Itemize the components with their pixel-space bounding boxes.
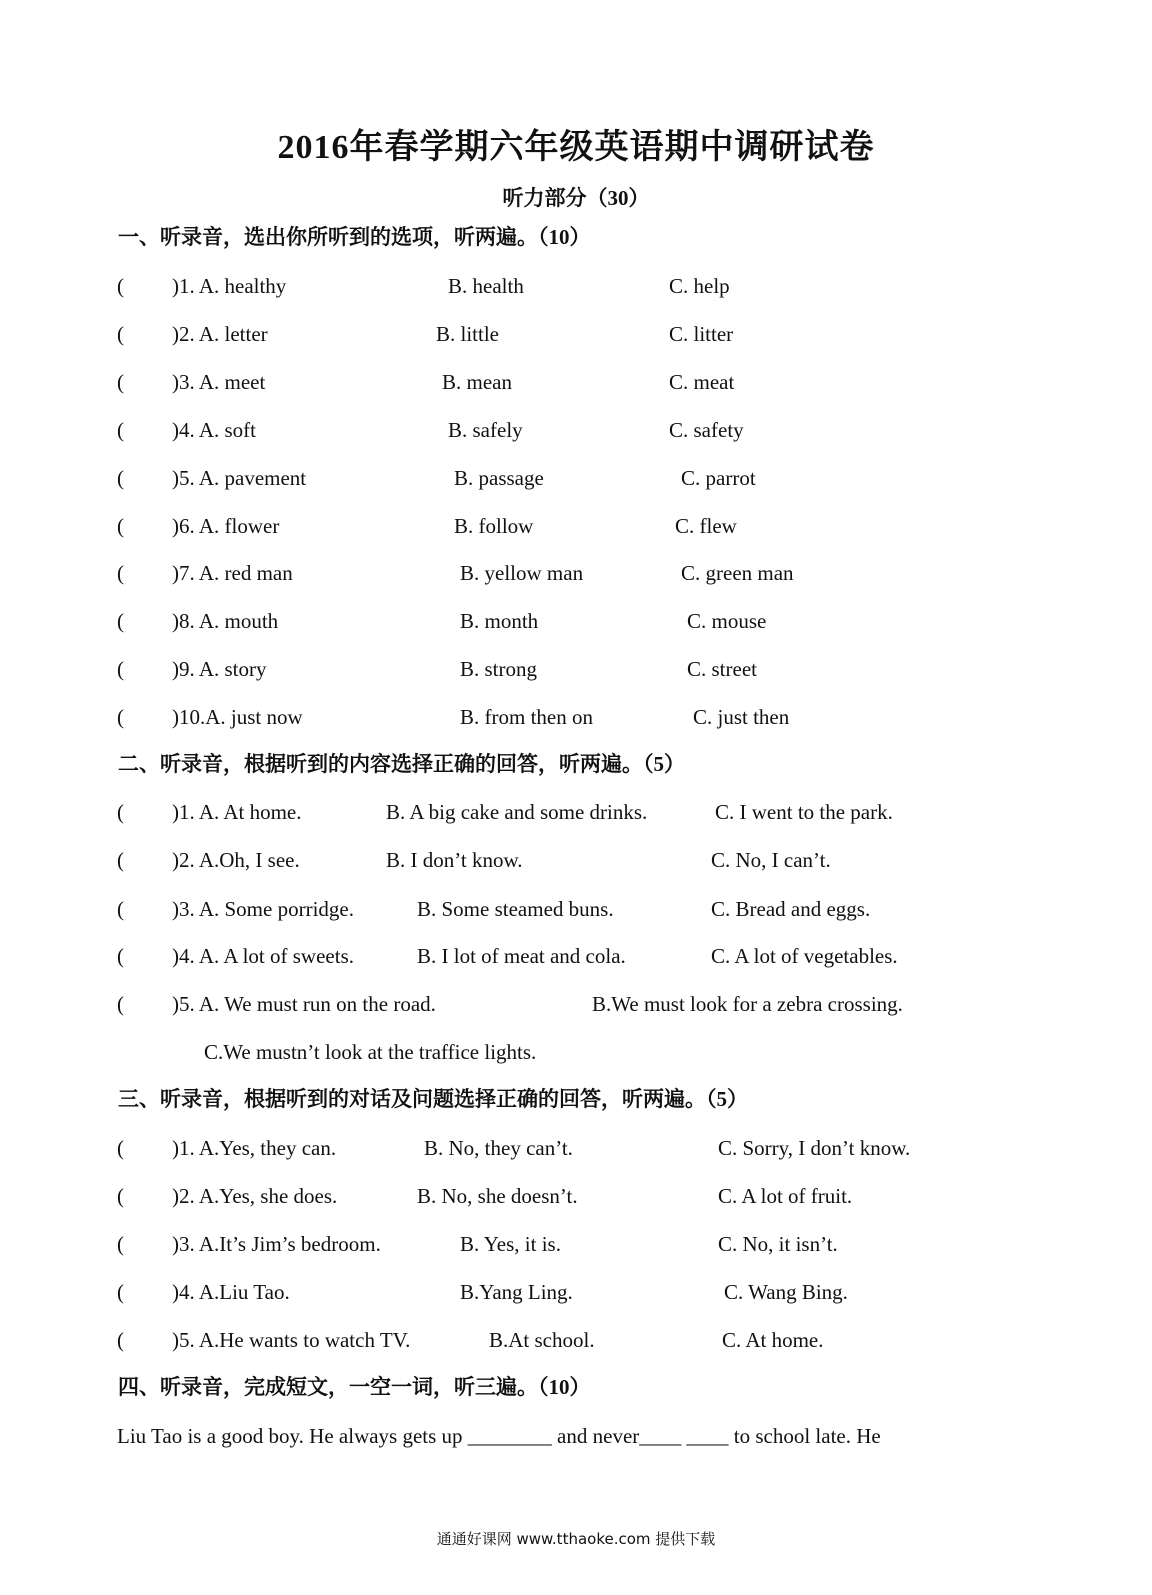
answer-bracket: ( [117, 848, 124, 872]
section-1-heading: 一、听录音，选出你所听到的选项，听两遍。（10） [118, 225, 591, 249]
option-b: B. little [436, 322, 499, 346]
question-row [0, 606, 1152, 636]
question-row [0, 367, 1152, 397]
option-a: )3. A.It’s Jim’s bedroom. [172, 1232, 381, 1256]
question-row [0, 511, 1152, 541]
answer-bracket: ( [117, 992, 124, 1016]
question-row [0, 558, 1152, 588]
option-c: C. Sorry, I don’t know. [718, 1136, 911, 1160]
option-c: C. just then [693, 705, 790, 729]
option-b: B. from then on [460, 705, 593, 729]
option-a: )1. A. healthy [172, 274, 287, 298]
option-b: B. Yes, it is. [460, 1232, 561, 1256]
option-b: B. passage [454, 466, 544, 490]
option-c: C. I went to the park. [715, 800, 893, 824]
question-row [0, 702, 1152, 732]
question-row [0, 1181, 1152, 1211]
answer-bracket: ( [117, 1184, 124, 1208]
question-row [0, 654, 1152, 684]
option-b: B. safely [448, 418, 523, 442]
option-a: )8. A. mouth [172, 609, 279, 633]
question-row [0, 1229, 1152, 1259]
option-a: )7. A. red man [172, 561, 293, 585]
option-a: )5. A.He wants to watch TV. [172, 1328, 411, 1352]
question-row [0, 463, 1152, 493]
option-b: B. follow [454, 514, 534, 538]
section-3-heading: 三、听录音，根据听到的对话及问题选择正确的回答，听两遍。（5） [118, 1087, 748, 1111]
question-row [0, 1133, 1152, 1163]
question-row [0, 1325, 1152, 1355]
option-a: )1. A.Yes, they can. [172, 1136, 337, 1160]
option-a: )4. A.Liu Tao. [172, 1280, 290, 1304]
option-c: C. help [669, 274, 730, 298]
option-c: C. safety [669, 418, 744, 442]
option-b: B.We must look for a zebra crossing. [592, 992, 903, 1016]
option-b: B. Some steamed buns. [417, 897, 614, 921]
option-a: )4. A. A lot of sweets. [172, 944, 354, 968]
option-a: )2. A. letter [172, 322, 268, 346]
question-row [0, 415, 1152, 445]
answer-bracket: ( [117, 1280, 124, 1304]
option-c: C. street [687, 657, 757, 681]
answer-bracket: ( [117, 657, 124, 681]
option-c: C. flew [675, 514, 737, 538]
answer-bracket: ( [117, 944, 124, 968]
option-b: B. No, she doesn’t. [417, 1184, 578, 1208]
option-a: )1. A. At home. [172, 800, 302, 824]
option-b: B. mean [442, 370, 512, 394]
option-b: B. No, they can’t. [424, 1136, 573, 1160]
answer-bracket: ( [117, 322, 124, 346]
answer-bracket: ( [117, 370, 124, 394]
option-b: B. yellow man [460, 561, 584, 585]
answer-bracket: ( [117, 274, 124, 298]
option-c: C. A lot of vegetables. [711, 944, 898, 968]
option-c: C. mouse [687, 609, 767, 633]
option-c: C. Bread and eggs. [711, 897, 871, 921]
question-row [0, 1277, 1152, 1307]
page-subtitle: 听力部分（30） [502, 186, 650, 210]
option-c: C. At home. [722, 1328, 824, 1352]
answer-bracket: ( [117, 1328, 124, 1352]
option-b: B.Yang Ling. [460, 1280, 573, 1304]
question-row [0, 797, 1152, 827]
footer-source: 通通好课网 www.tthaoke.com 提供下载 [436, 1530, 716, 1548]
option-b: B. health [448, 274, 524, 298]
answer-bracket: ( [117, 561, 124, 585]
question-row [0, 941, 1152, 971]
option-a: )5. A. pavement [172, 466, 307, 490]
option-a: )5. A. We must run on the road. [172, 992, 436, 1016]
passage-text: Liu Tao is a good boy. He always gets up ________ and never____ ____ to school late. He [117, 1424, 881, 1448]
answer-bracket: ( [117, 466, 124, 490]
answer-bracket: ( [117, 897, 124, 921]
section-4-heading: 四、听录音，完成短文，一空一词，听三遍。（10） [118, 1375, 591, 1399]
answer-bracket: ( [117, 800, 124, 824]
question-row [0, 271, 1152, 301]
answer-bracket: ( [117, 705, 124, 729]
option-b: B.At school. [489, 1328, 595, 1352]
option-a: )3. A. meet [172, 370, 266, 394]
option-c: C. parrot [681, 466, 756, 490]
option-b: B. I lot of meat and cola. [417, 944, 626, 968]
answer-bracket: ( [117, 418, 124, 442]
answer-bracket: ( [117, 1136, 124, 1160]
question-row [0, 989, 1152, 1019]
question-row [0, 319, 1152, 349]
option-c: C. Wang Bing. [724, 1280, 848, 1304]
answer-bracket: ( [117, 514, 124, 538]
option-c: C. No, I can’t. [711, 848, 831, 872]
option-c: C. green man [681, 561, 794, 585]
option-c: C. No, it isn’t. [718, 1232, 838, 1256]
option-a: )3. A. Some porridge. [172, 897, 354, 921]
option-c: C.We mustn’t look at the traffice lights. [204, 1040, 537, 1064]
option-a: )2. A.Oh, I see. [172, 848, 300, 872]
option-a: )10.A. just now [172, 705, 303, 729]
answer-bracket: ( [117, 1232, 124, 1256]
option-b: B. strong [460, 657, 538, 681]
section-2-heading: 二、听录音，根据听到的内容选择正确的回答，听两遍。（5） [118, 752, 685, 776]
option-b: B. month [460, 609, 539, 633]
option-a: )6. A. flower [172, 514, 280, 538]
page-title: 2016年春学期六年级英语期中调研试卷 [277, 129, 875, 166]
option-c: C. meat [669, 370, 735, 394]
answer-bracket: ( [117, 609, 124, 633]
option-c: C. litter [669, 322, 734, 346]
option-b: B. A big cake and some drinks. [386, 800, 648, 824]
option-a: )2. A.Yes, she does. [172, 1184, 338, 1208]
question-row [0, 845, 1152, 875]
option-a: )4. A. soft [172, 418, 256, 442]
option-b: B. I don’t know. [386, 848, 523, 872]
option-c: C. A lot of fruit. [718, 1184, 853, 1208]
option-a: )9. A. story [172, 657, 267, 681]
question-row [0, 894, 1152, 924]
